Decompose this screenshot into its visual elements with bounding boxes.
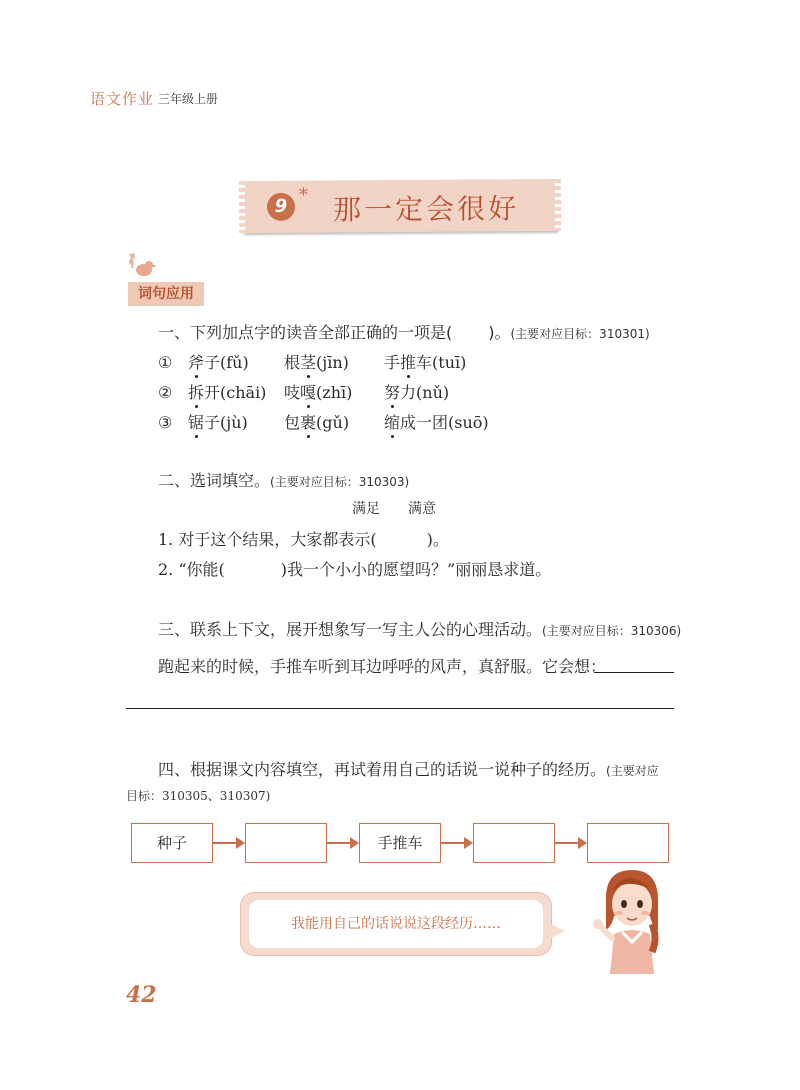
option-marker: ② [158,383,173,402]
flow-box-blank-1[interactable] [245,823,327,863]
option-item: 包裹(gǔ) [284,410,384,433]
q3-stem [158,617,681,640]
option-item: 根茎(jīn) [284,350,384,373]
q2-sentence-2: 2. “你能( )我一个小小的愿望吗？”丽丽恳求道。 [158,560,552,579]
q4-note-1: (主要对应 [606,764,659,778]
flow-box-blank-2[interactable] [473,823,555,863]
option-marker: ③ [158,413,173,432]
q3-answer-line-2[interactable] [126,708,674,709]
q1-stem [158,320,650,343]
q1-option-3 [158,410,489,433]
lesson-star: * [298,184,308,206]
option-item: 斧子(fǔ) [188,350,284,373]
q3-note: (主要对应目标：310306) [542,624,682,638]
lesson-title-banner [243,179,557,233]
option-item: 锯子(jù) [188,410,284,433]
flow-arrow [555,842,585,844]
q4-stem-text: 四、根据课文内容填空，再试着用自己的话说一说种子的经历。 [158,760,607,779]
q2-word: 满意 [408,501,436,517]
q4-stem [158,757,659,780]
bird-icon [126,250,156,280]
flow-box-handcart: 手推车 [359,823,441,863]
header-brand: 语文作业 [90,90,155,108]
flow-arrow [327,842,357,844]
girl-illustration [592,868,672,974]
q1-note: (主要对应目标：310301) [510,327,650,341]
option-item: 缩成一团(suō) [384,410,489,433]
option-item: 手推车(tuī) [384,350,466,373]
flow-arrow [213,842,243,844]
header-grade: 三年级上册 [158,92,219,106]
q2-word: 满足 [352,501,380,517]
q4-note-2: 目标：310305、310307) [126,789,271,803]
q1-stem-text: 一、下列加点字的读音全部正确的一项是( [158,323,453,342]
option-item: 吱嘎(zhī) [284,380,384,403]
flow-box-blank-3[interactable] [587,823,669,863]
option-marker: ① [158,353,173,372]
option-item: 努力(nǔ) [384,380,449,403]
speech-tail [549,923,565,939]
flow-arrow [441,842,471,844]
flow-box-seed: 种子 [131,823,213,863]
q2-note: (主要对应目标：310303) [270,475,410,489]
q1-option-1 [158,350,466,373]
lesson-number-badge: 9 [267,193,295,221]
lesson-title: 那一定会很好 [332,192,520,227]
speech-text: 我能用自己的话说说这段经历…… [249,900,543,948]
q2-stem [158,468,409,491]
q2-sentence-1: 1. 对于这个结果，大家都表示( )。 [158,530,449,549]
speech-bubble [240,892,552,956]
q2-stem-text: 二、选词填空。 [158,471,271,490]
q3-line: 跑起来的时候，手推车听到耳边呼呼的风声，真舒服。它会想： [158,657,607,676]
q2-word-bank [352,498,436,518]
q1-option-2 [158,380,449,403]
option-item: 拆开(chāi) [188,380,284,403]
q3-stem-text: 三、联系上下文，展开想象写一写主人公的心理活动。 [158,620,543,639]
q3-answer-line-1[interactable] [594,672,674,673]
q1-stem-close: )。 [488,323,511,342]
section-tag: 词句应用 [128,282,204,306]
page-number: 42 [126,982,157,1008]
